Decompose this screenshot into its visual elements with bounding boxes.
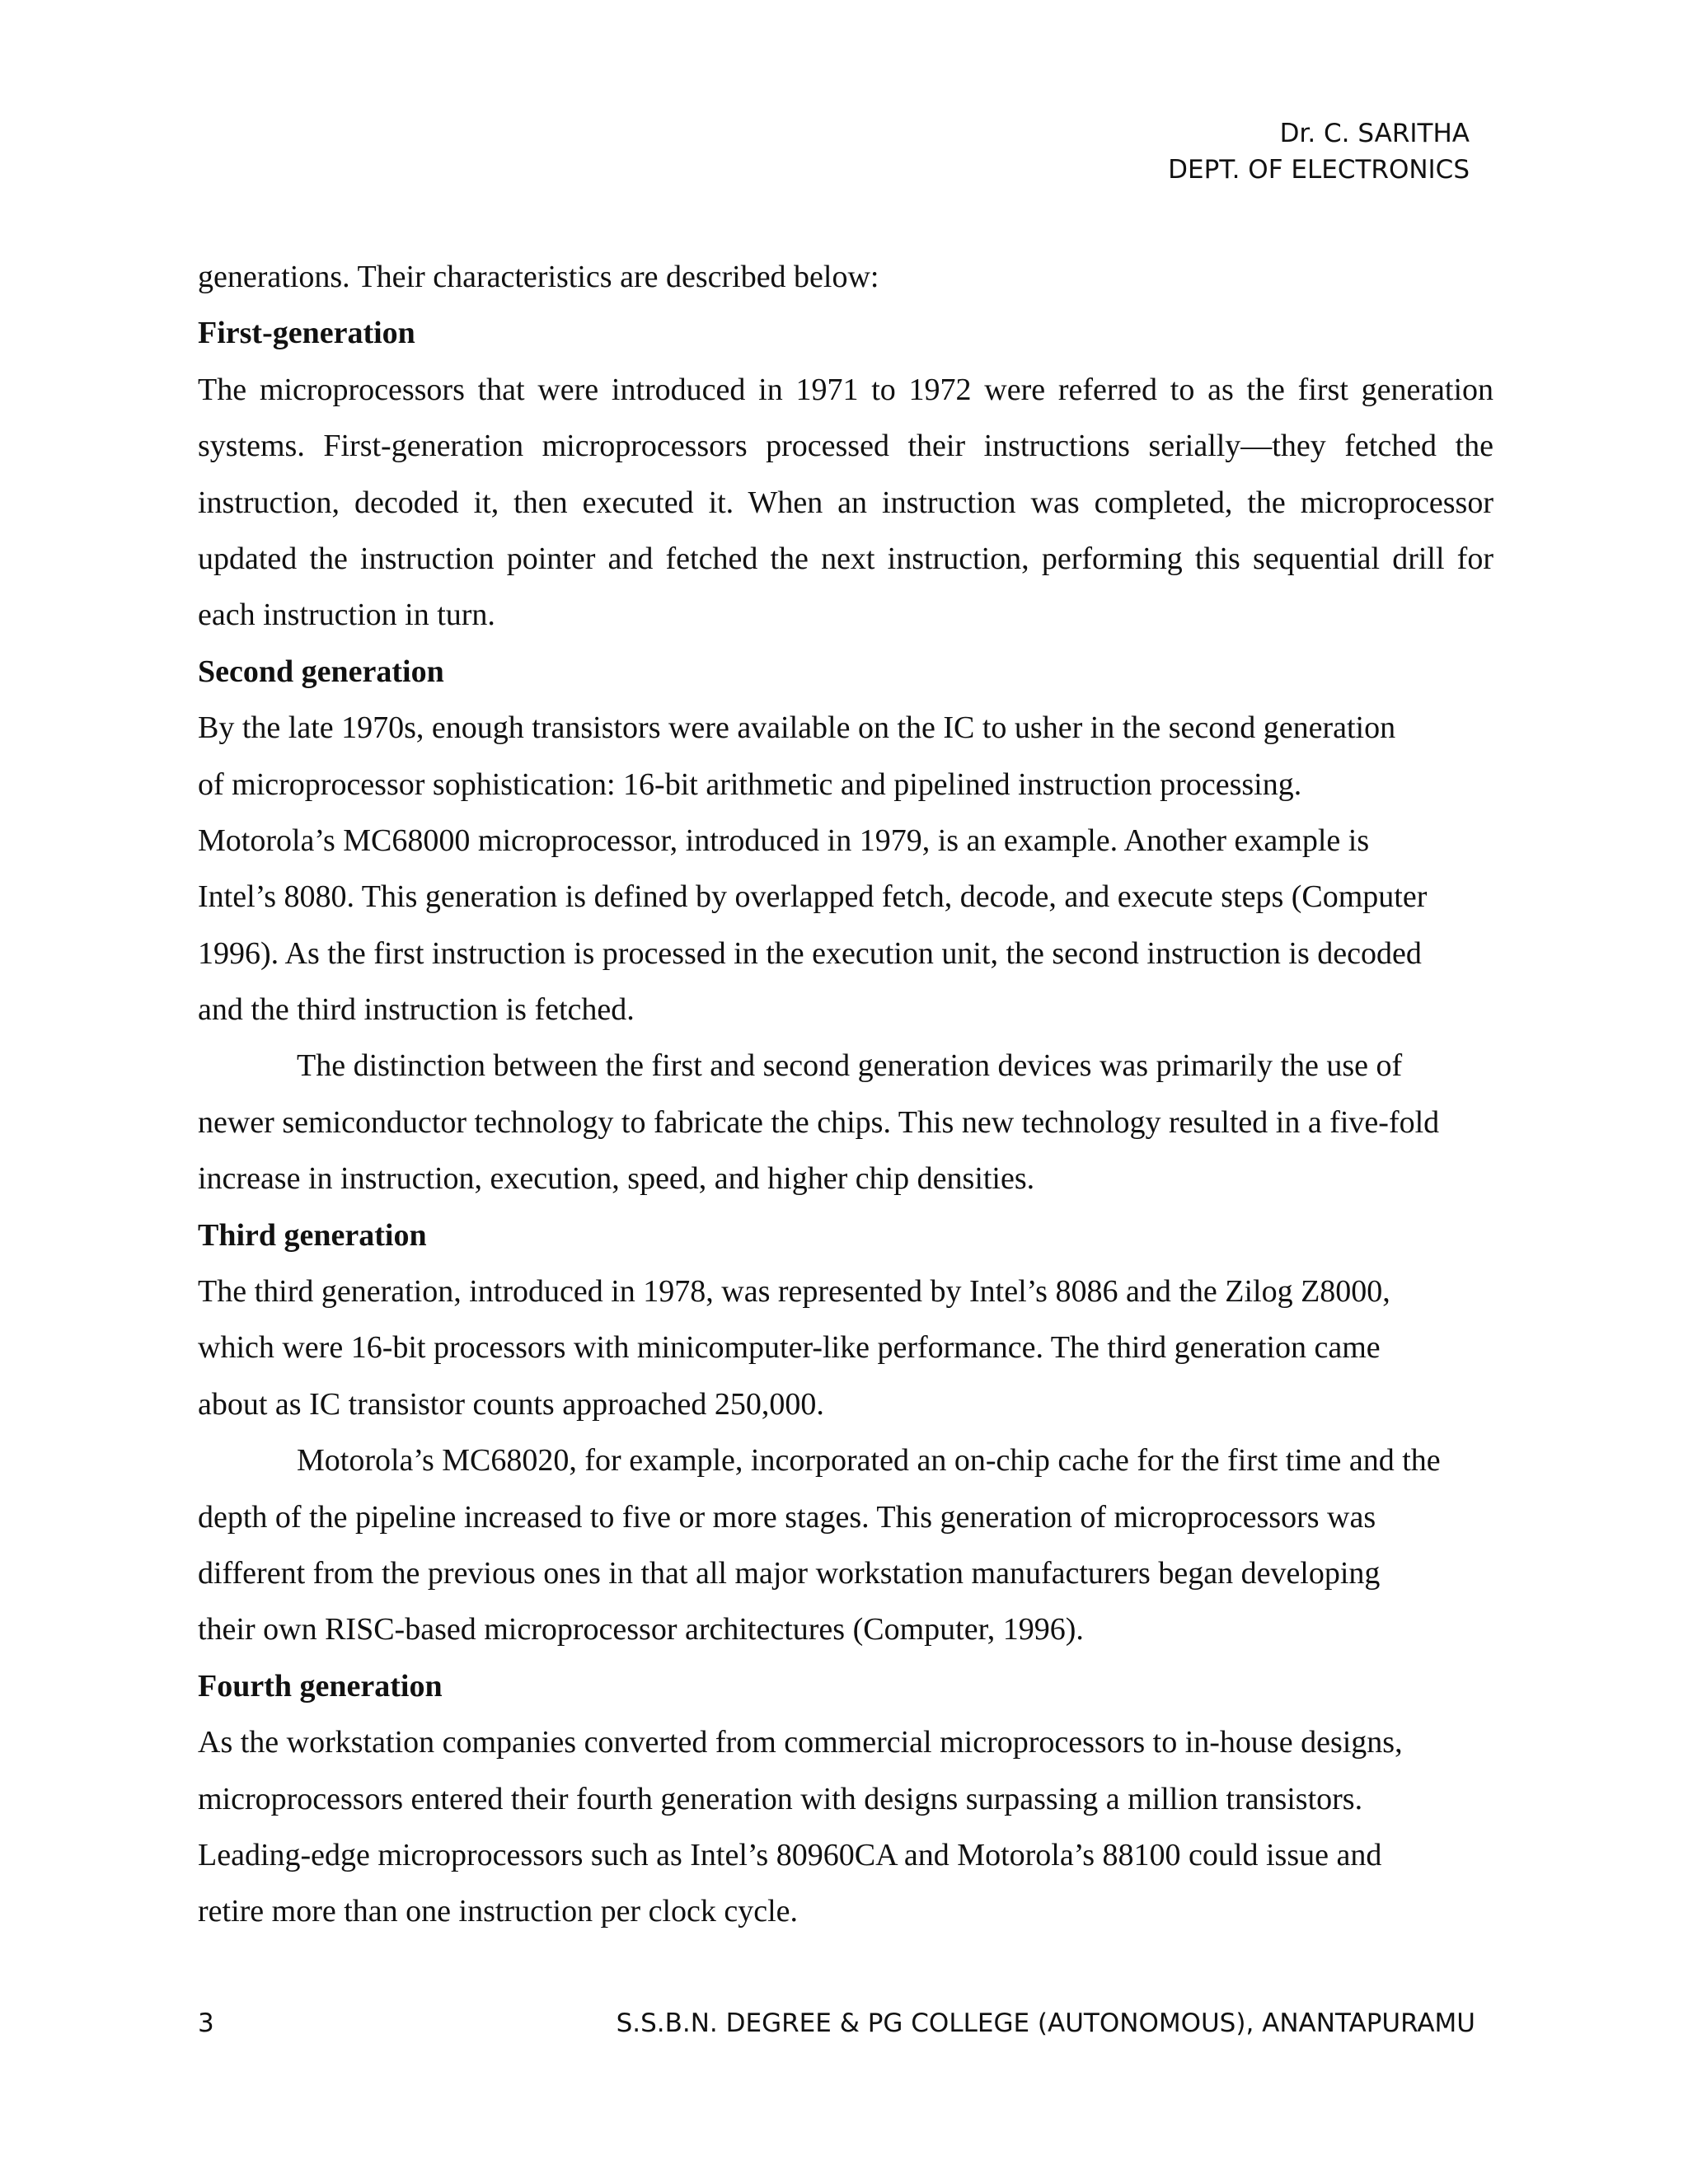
section-heading-first-generation: First-generation [198, 316, 415, 351]
body-line: about as IC transistor counts approached 250,000. [198, 1386, 824, 1422]
body-line: Motorola’s MC68020, for example, incorporated an on-chip cache for the first time and the [297, 1443, 1441, 1479]
body-line: updated the instruction pointer and fetched the next instruction, performing this sequential drill for [198, 541, 1493, 576]
body-line: Intel’s 8080. This generation is defined by overlapped fetch, decode, and execute steps (Computer [198, 879, 1428, 915]
body-line: retire more than one instruction per clock cycle. [198, 1894, 799, 1929]
footer-college-name: S.S.B.N. DEGREE & PG COLLEGE (AUTONOMOUS), ANANTAPURAMU [616, 2008, 1475, 2038]
section-heading-second-generation: Second generation [198, 654, 444, 689]
body-line: each instruction in turn. [198, 598, 495, 633]
body-line: Motorola’s MC68000 microprocessor, introduced in 1979, is an example. Another example is [198, 823, 1370, 858]
body-line: Leading-edge microprocessors such as Intel’s 80960CA and Motorola’s 88100 could issue and [198, 1837, 1382, 1872]
body-line: instruction, decoded it, then executed it. When an instruction was completed, the microprocessor [198, 485, 1493, 520]
header-department: DEPT. OF ELECTRONICS [1168, 155, 1470, 185]
body-line: depth of the pipeline increased to five or more stages. This generation of microprocessors was [198, 1499, 1376, 1535]
body-line: 1996). As the first instruction is processed in the execution unit, the second instruction is decoded [198, 935, 1422, 971]
body-line: As the workstation companies converted from commercial microprocessors to in-house designs, [198, 1725, 1403, 1760]
page-number: 3 [198, 2008, 214, 2038]
body-line: By the late 1970s, enough transistors were available on the IC to usher in the second generation [198, 710, 1396, 746]
header-author: Dr. C. SARITHA [1279, 119, 1470, 148]
body-line: systems. First-generation microprocessors processed their instructions serially—they fetched the [198, 429, 1493, 464]
body-line: which were 16-bit processors with minicomputer-like performance. The third generation came [198, 1330, 1381, 1366]
body-line: different from the previous ones in that all major workstation manufacturers began developing [198, 1555, 1381, 1591]
body-line: newer semiconductor technology to fabricate the chips. This new technology resulted in a five-fold [198, 1104, 1440, 1140]
body-line: of microprocessor sophistication: 16-bit arithmetic and pipelined instruction processing. [198, 766, 1302, 802]
intro-line: generations. Their characteristics are described below: [198, 260, 879, 294]
body-line: increase in instruction, execution, speed, and higher chip densities. [198, 1161, 1035, 1197]
body-line: and the third instruction is fetched. [198, 992, 635, 1028]
body-line: The microprocessors that were introduced in 1971 to 1972 were referred to as the first generation [198, 372, 1493, 407]
body-line: The distinction between the first and second generation devices was primarily the use of [297, 1048, 1403, 1084]
page-header [1168, 115, 1470, 188]
body-line: their own RISC-based microprocessor architectures (Computer, 1996). [198, 1612, 1084, 1647]
section-heading-fourth-generation: Fourth generation [198, 1668, 443, 1704]
body-line: microprocessors entered their fourth generation with designs surpassing a million transistors. [198, 1781, 1363, 1816]
body-line: The third generation, introduced in 1978, was represented by Intel’s 8086 and the Zilog Z8000, [198, 1274, 1390, 1310]
section-heading-third-generation: Third generation [198, 1217, 427, 1253]
document-body [198, 249, 1493, 1940]
